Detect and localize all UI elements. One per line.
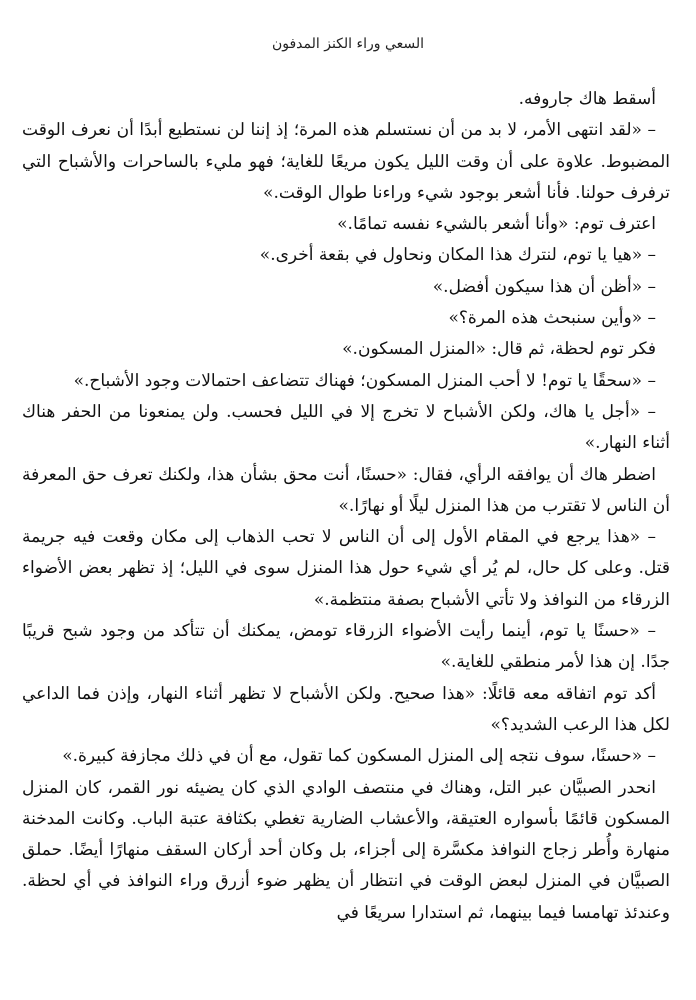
paragraph: – «سحقًا يا توم! لا أحب المنزل المسكون؛ فهناك تتضاعف احتمالات وجود الأشباح.» [73,370,656,391]
paragraph: – «أظن أن هذا سيكون أفضل.» [432,276,656,297]
body-text [22,84,670,929]
paragraph: اعترف توم: «وأنا أشعر بالشيء نفسه تمامًا.» [337,214,656,235]
paragraph: – «حسنًا، سوف نتجه إلى المنزل المسكون كما تقول، مع أن في ذلك مجازفة كبيرة.» [62,746,656,767]
paragraph: أكد توم اتفاقه معه قائلًا: «هذا صحيح. ولكن الأشباح لا تظهر أثناء النهار، وإذن فما الداعي لكل هذا الرعب الشديد؟» [22,683,670,735]
paragraph: أسقط هاك جاروفه. [518,89,656,109]
paragraph: – «وأين سنبحث هذه المرة؟» [448,308,656,329]
paragraph: اضطر هاك أن يوافقه الرأي، فقال: «حسنًا، أنت محق بشأن هذا، ولكنك تعرف حق المعرفة أن الناس لا تقترب من هذا المنزل ليلًا أو نهارًا.» [22,464,670,516]
paragraph: فكر توم لحظة، ثم قال: «المنزل المسكون.» [342,339,656,360]
paragraph: – «هيا يا توم، لنترك هذا المكان ونحاول في بقعة أخرى.» [259,245,656,266]
paragraph: – «هذا يرجع في المقام الأول إلى أن الناس لا تحب الذهاب إلى مكان وقعت فيه جريمة قتل. وعلى كل حال، لم يُر أي شيء حول هذا المنزل سوى في الليل؛ إذ تظهر بعض الأضواء الزرقاء من النوافذ ولا تأتي الأشباح بصفة منتظمة.» [22,527,670,610]
paragraph: – «حسنًا يا توم، أينما رأيت الأضواء الزرقاء تومض، يمكنك أن تتأكد من وجود شبح قريبًا جدًا. إن هذا لأمر منطقي للغاية.» [22,621,670,673]
paragraph: انحدر الصبيَّان عبر التل، وهناك في منتصف الوادي الذي كان يضيئه نور القمر، كان المنزل المسكون قائمًا بأسواره العتيقة، والأعشاب الضارية تغطي بكثافة عتبة الباب. وكانت المدخنة منهارة وأُطر زجاج النوافذ مكسَّرة إلى أجزاء، بل وكان أحد أركان السقف منهارًا أيضًا. حملق الصبيَّان في المنزل لبعض الوقت في انتظار أن يظهر ضوء أزرق وراء النوافذ في أي لحظة. وعندئذ تهامسا فيما بينهما، ثم استدارا سريعًا في [22,777,670,923]
paragraph: – «لقد انتهى الأمر، لا بد من أن نستسلم هذه المرة؛ إذ إننا لن نستطيع أبدًا أن نعرف الوقت المضبوط. علاوة على أن وقت الليل يكون مريعًا للغاية؛ فهو مليء بالساحرات والأشباح التي ترفرف حولنا. فأنا أشعر بوجود شيء وراءنا طوال الوقت.» [22,120,670,203]
running-header: السعي وراء الكنز المدفون [271,36,425,52]
paragraph: – «أجل يا هاك، ولكن الأشباح لا تخرج إلا في الليل فحسب. ولن يمنعونا من الحفر هناك أثناء النهار.» [22,401,670,454]
